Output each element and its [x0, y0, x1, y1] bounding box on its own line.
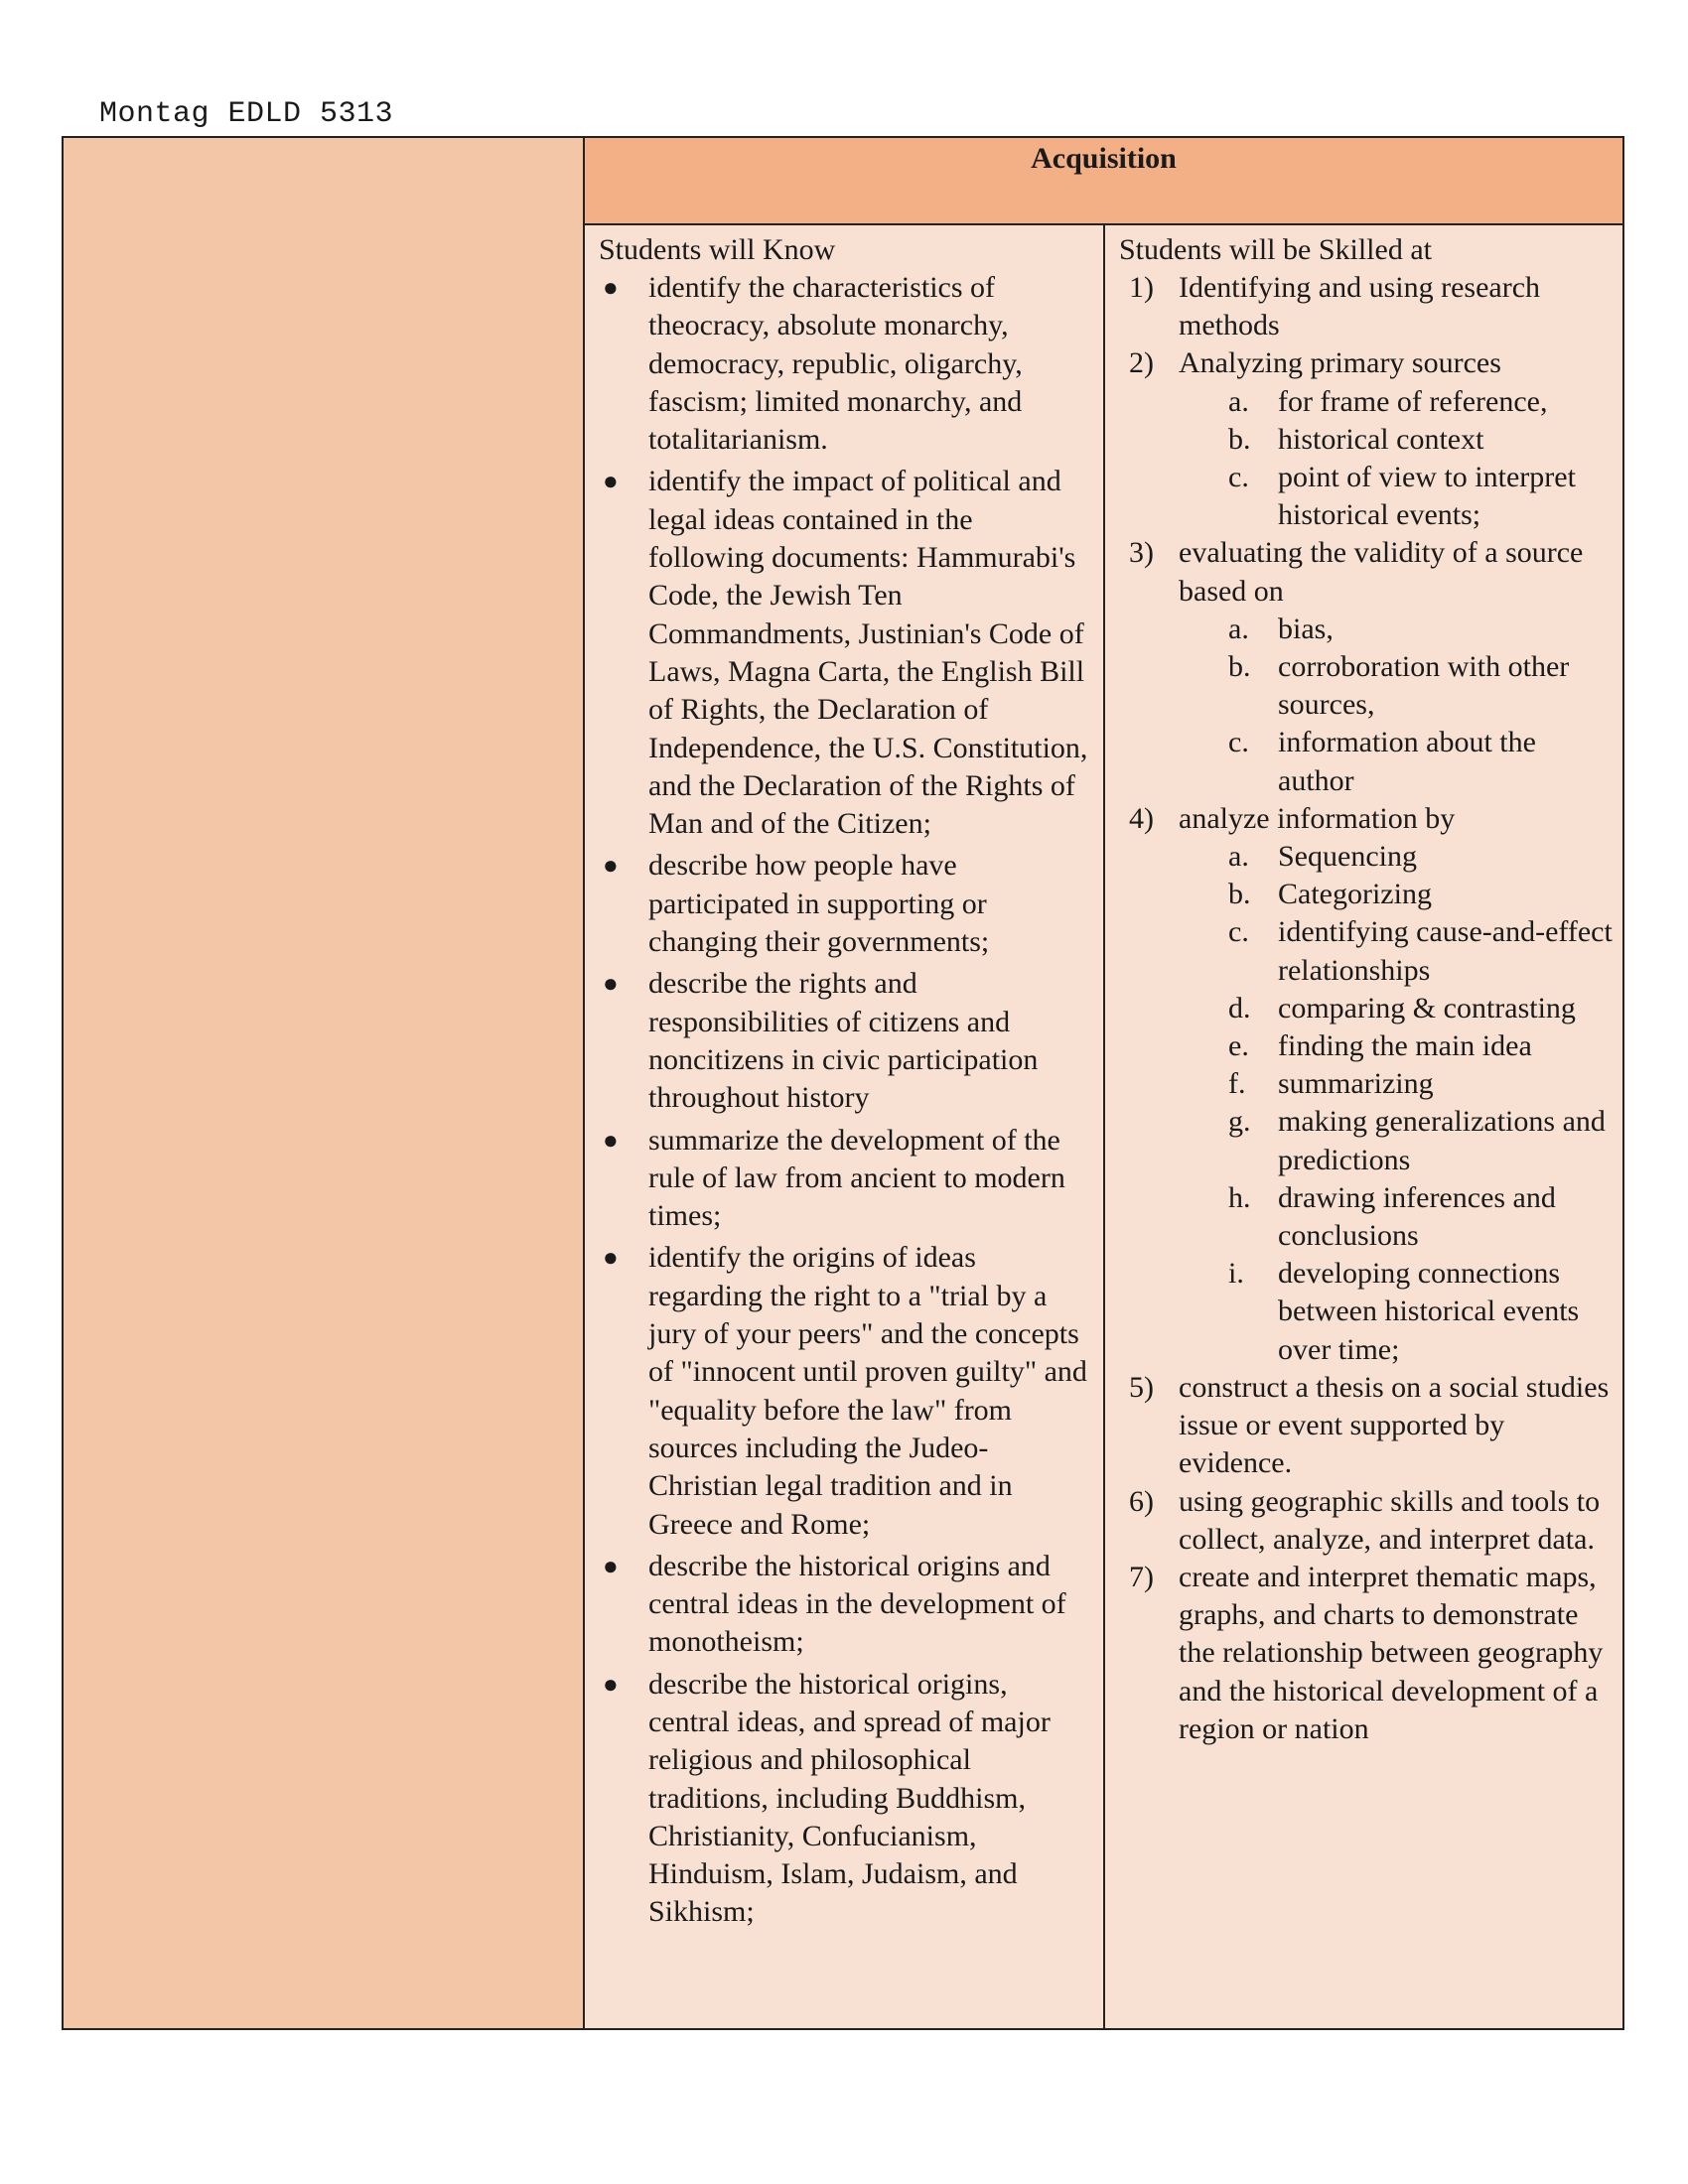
- skill-sub-item: [1179, 648, 1613, 724]
- skill-sub-item: [1179, 421, 1613, 459]
- skill-sub-item: [1179, 1103, 1613, 1178]
- skill-sub-letter: c.: [1228, 461, 1249, 494]
- skill-sub-item: [1179, 1255, 1613, 1369]
- skill-number: 4): [1129, 801, 1154, 835]
- skill-sub-text: making generalizations and predictions: [1278, 1105, 1606, 1176]
- skill-text: evaluating the validity of a source based on: [1179, 536, 1584, 608]
- skill-text: using geographic skills and tools to collect, analyze, and interpret data.: [1179, 1484, 1601, 1556]
- skill-sub-text: identifying cause-and-effect relationships: [1278, 915, 1613, 987]
- students-will-know-column: [585, 225, 1105, 2028]
- skill-sub-item: [1179, 1027, 1613, 1065]
- skill-sub-letter: e.: [1228, 1029, 1249, 1063]
- skill-sub-item: [1179, 1065, 1613, 1103]
- know-item: ● describe how people have participated in supporting or changing their governments;: [603, 849, 990, 959]
- skill-sub-list: [1179, 611, 1613, 800]
- know-list: [599, 269, 1103, 1932]
- skill-sub-letter: b.: [1228, 650, 1251, 684]
- bullet-icon: ●: [603, 969, 619, 999]
- skill-text: Identifying and using research methods: [1179, 271, 1541, 342]
- skill-item: [1119, 1483, 1622, 1559]
- skill-sub-text: corroboration with other sources,: [1278, 650, 1570, 722]
- skill-sub-item: [1179, 913, 1613, 989]
- know-item: ● summarize the development of the rule of law from ancient to modern times;: [603, 1123, 1065, 1233]
- skill-sub-text: finding the main idea: [1278, 1029, 1532, 1063]
- skill-number: 2): [1129, 346, 1154, 380]
- skill-number: 6): [1129, 1484, 1154, 1518]
- skill-sub-text: information about the author: [1278, 726, 1536, 797]
- skill-number: 3): [1129, 536, 1154, 570]
- skill-sub-text: bias,: [1278, 612, 1334, 645]
- bullet-icon: ●: [603, 851, 619, 881]
- skill-sub-letter: b.: [1228, 422, 1251, 456]
- know-item: ● describe the rights and responsibilities of citizens and noncitizens in civic participation throughout history: [603, 967, 1039, 1115]
- skill-sub-letter: i.: [1228, 1257, 1244, 1291]
- skill-sub-text: Sequencing: [1278, 840, 1417, 874]
- skill-item: [1119, 1559, 1622, 1748]
- skill-sub-letter: a.: [1228, 612, 1249, 645]
- know-item: ● describe the historical origins and central ideas in the development of monotheism;: [603, 1549, 1066, 1659]
- skill-text: Analyzing primary sources: [1179, 346, 1501, 380]
- document-header: Montag EDLD 5313: [99, 97, 394, 131]
- skill-sub-letter: a.: [1228, 384, 1249, 418]
- acquisition-header: Acquisition: [585, 138, 1622, 225]
- skill-item: [1119, 269, 1622, 344]
- skill-text: construct a thesis on a social studies issue or event supported by evidence.: [1179, 1370, 1610, 1480]
- skill-item: [1119, 534, 1622, 799]
- skill-sub-text: historical context: [1278, 422, 1484, 456]
- skills-list: [1119, 269, 1622, 1748]
- bullet-icon: ●: [603, 1669, 619, 1699]
- skill-sub-item: [1179, 459, 1613, 534]
- skill-sub-letter: a.: [1228, 840, 1249, 874]
- know-item: ● describe the historical origins, central ideas, and spread of major religious and philosophical traditions, including Buddhism, Christianity, Confucianism, Hinduism, Islam, Judaism, and Sikhism;: [603, 1667, 1051, 1929]
- know-item: ● identify the origins of ideas regarding the right to a "trial by a jury of your peers" and the concepts of "innocent until proven guilty" and "equality before the law" from sources including the Judeo-Christian legal tradition and in Greece and Rome;: [603, 1241, 1087, 1541]
- skill-sub-letter: f.: [1228, 1067, 1246, 1101]
- skill-item: [1119, 344, 1622, 534]
- bullet-icon: ●: [603, 1551, 619, 1580]
- skill-sub-letter: h.: [1228, 1180, 1251, 1214]
- skill-sub-item: [1179, 876, 1613, 913]
- skill-sub-text: drawing inferences and conclusions: [1278, 1180, 1556, 1253]
- skill-sub-text: developing connections between historical events over time;: [1278, 1257, 1580, 1366]
- skill-item: [1119, 1369, 1622, 1483]
- know-item: ● identify the characteristics of theocracy, absolute monarchy, democracy, republic, oligarchy, fascism; limited monarchy, and totalitarianism.: [603, 271, 1023, 457]
- skill-text: analyze information by: [1179, 801, 1456, 835]
- skill-sub-text: comparing & contrasting: [1278, 991, 1576, 1024]
- skill-item: [1119, 800, 1622, 1369]
- skill-number: 5): [1129, 1370, 1154, 1404]
- skill-sub-item: [1179, 990, 1613, 1027]
- skill-sub-item: [1179, 611, 1613, 648]
- skill-sub-text: Categorizing: [1278, 878, 1432, 911]
- skill-sub-list: [1179, 383, 1613, 535]
- skill-sub-text: for frame of reference,: [1278, 384, 1548, 418]
- skill-number: 1): [1129, 271, 1154, 304]
- skill-sub-item: [1179, 383, 1613, 421]
- bullet-icon: ●: [603, 1243, 619, 1273]
- skill-number: 7): [1129, 1560, 1154, 1593]
- skill-sub-text: point of view to interpret historical events;: [1278, 461, 1576, 532]
- bullet-icon: ●: [603, 467, 619, 496]
- bullet-icon: ●: [603, 1125, 619, 1155]
- students-will-be-skilled-column: [1105, 225, 1622, 2028]
- skill-sub-letter: b.: [1228, 878, 1251, 911]
- skill-sub-letter: c.: [1228, 915, 1249, 949]
- skill-sub-list: [1179, 838, 1613, 1369]
- skills-heading: Students will be Skilled at: [1119, 233, 1432, 266]
- skill-sub-item: [1179, 724, 1613, 799]
- know-heading: Students will Know: [599, 233, 836, 266]
- left-empty-column: [64, 138, 585, 2028]
- skill-sub-item: [1179, 838, 1613, 876]
- know-item: ● identify the impact of political and legal ideas contained in the following documents: Hammurabi's Code, the Jewish Ten Commandments, Justinian's Code of Laws, Magna Carta, the English Bill of Rights, the Declaration of Independence, the U.S. Constitution, and the Declaration of the Rights of Man and of the Citizen;: [603, 465, 1088, 841]
- skill-sub-letter: c.: [1228, 726, 1249, 759]
- acquisition-table: [62, 136, 1624, 2030]
- skill-sub-letter: d.: [1228, 991, 1251, 1024]
- skill-sub-item: [1179, 1179, 1613, 1255]
- skill-sub-text: summarizing: [1278, 1067, 1434, 1101]
- skill-text: create and interpret thematic maps, graphs, and charts to demonstrate the relationship between geography and the historical development of a region or nation: [1179, 1560, 1604, 1745]
- bullet-icon: ●: [603, 273, 619, 302]
- skill-sub-letter: g.: [1228, 1105, 1251, 1139]
